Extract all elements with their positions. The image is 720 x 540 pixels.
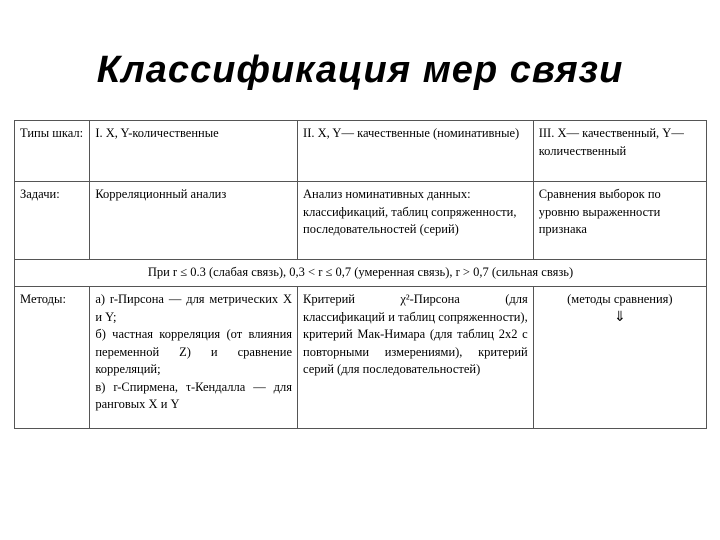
method-pearson: а) r-Пирсона — для метрических X и Y; — [95, 292, 293, 324]
cell-nominative-methods: Критерий χ²-Пирсона (для классификаций и таблиц сопряженности), критерий Мак-Нимара (для таблиц 2х2 с повторными измерениями), критерий серий (для последовательностей) — [298, 287, 534, 429]
row-label-scale-types: Типы шкал: — [15, 121, 90, 182]
cell-nominative: II. X, Y— качественные (номинативные) — [298, 121, 534, 182]
cell-quantitative: I. X, Y-количественные — [90, 121, 298, 182]
page-title: Классификация мер связи — [96, 49, 624, 91]
method-spearman-kendall: в) r-Спирмена, τ-Кендалла — для ранговых X и Y — [95, 379, 293, 411]
table-row-strength — [15, 260, 707, 287]
row-label-tasks: Задачи: — [15, 182, 90, 260]
table-row-scale-types — [15, 121, 707, 182]
cell-nominative-analysis: Анализ номинативных данных: классификаций, таблиц сопряженности, последовательностей (серий) — [298, 182, 534, 260]
cell-comparison-methods — [533, 287, 706, 429]
comparison-methods-label: (методы сравнения) — [567, 292, 673, 306]
table-row-tasks — [15, 182, 707, 260]
table-row-methods — [15, 287, 707, 429]
method-partial-correlation: б) частная корреляция (от влияния переменной Z) и сравнение корреляций; — [95, 327, 293, 376]
row-label-methods: Методы: — [15, 287, 90, 429]
cell-sample-comparison: Сравнения выборок по уровню выраженности признака — [533, 182, 706, 260]
cell-correlation-methods — [90, 287, 298, 429]
classification-table — [14, 120, 707, 429]
cell-mixed: III. X— качественный, Y—количественный — [533, 121, 706, 182]
cell-correlation-analysis: Корреляционный анализ — [90, 182, 298, 260]
down-arrow-icon: ⇓ — [613, 309, 626, 325]
correlation-strength-note: При r ≤ 0.3 (слабая связь), 0,3 < r ≤ 0,7 (умеренная связь), r > 0,7 (сильная связь) — [15, 260, 707, 287]
